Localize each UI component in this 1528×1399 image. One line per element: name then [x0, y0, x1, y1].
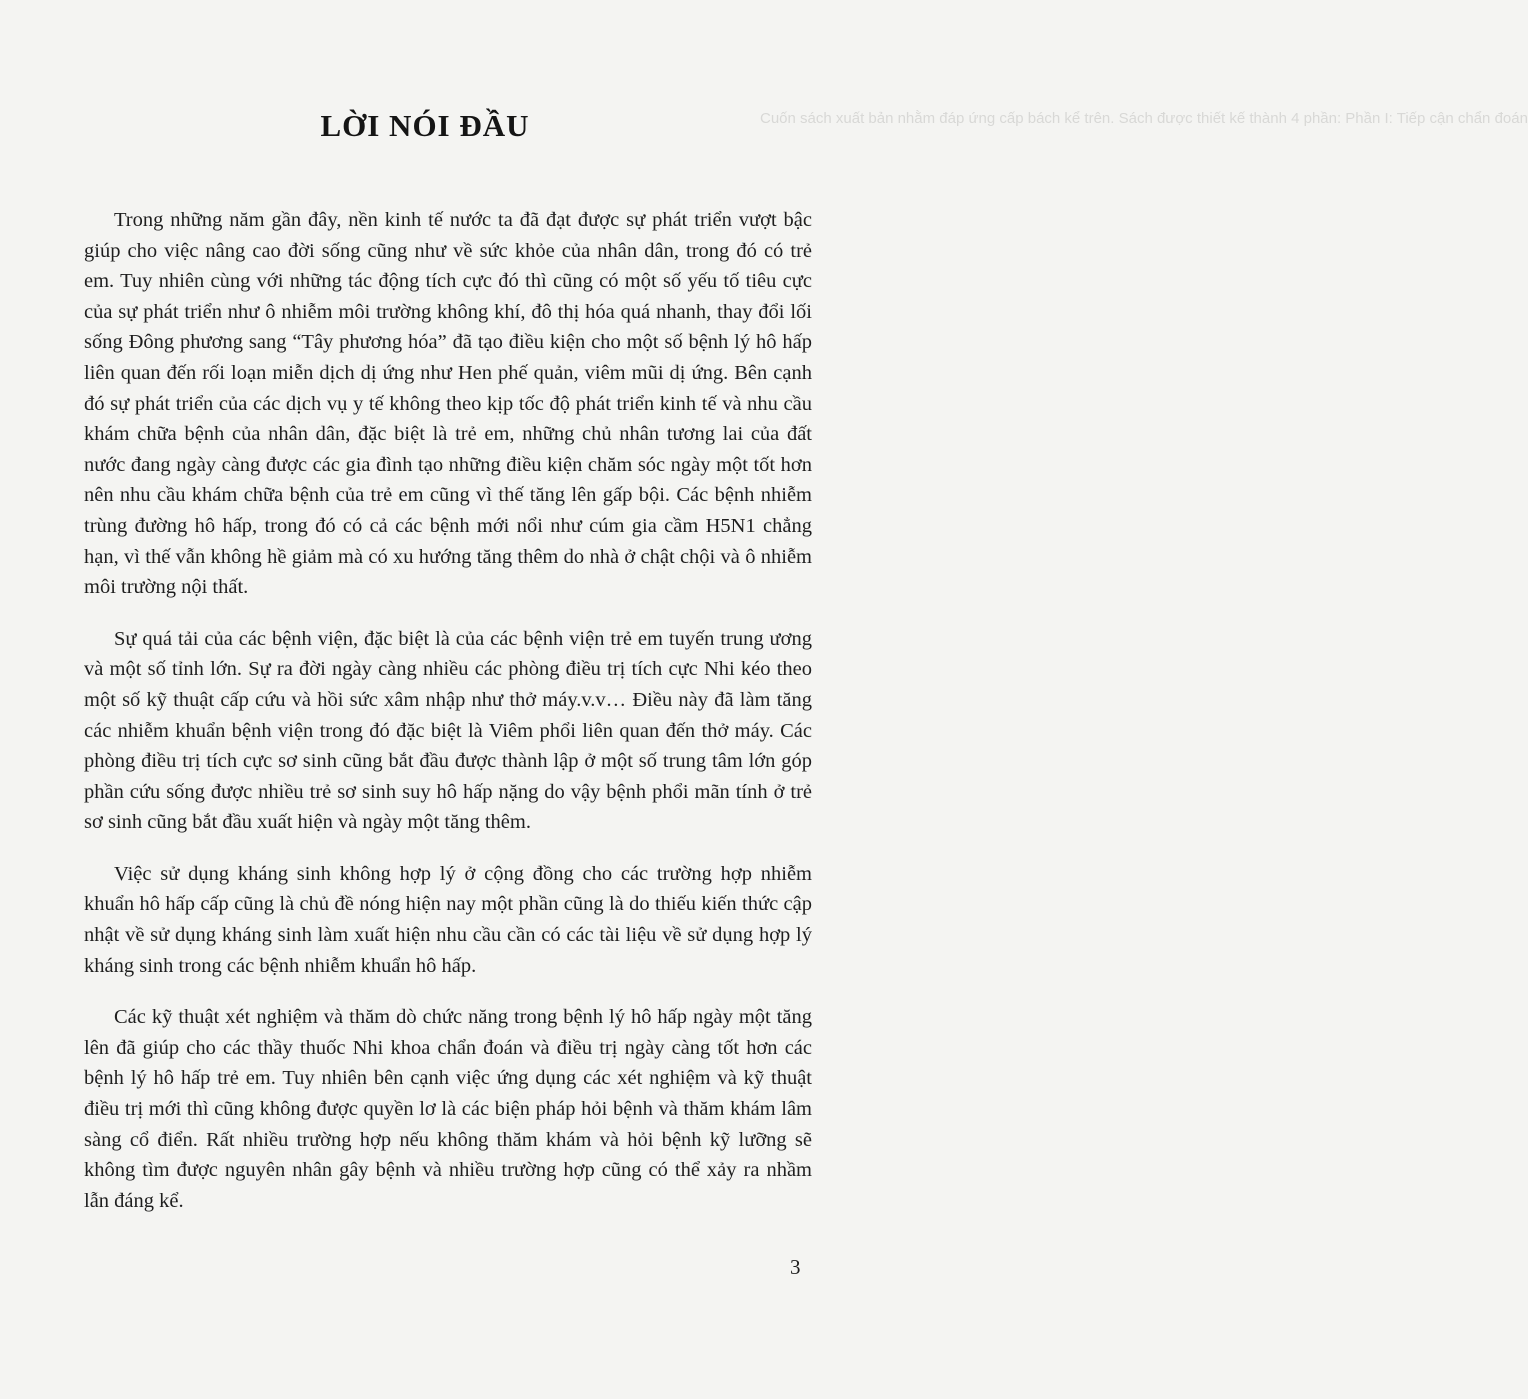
page-number: 3	[790, 1255, 801, 1279]
show-through-text: Cuốn sách xuất bản nhằm đáp ứng cấp bách kể trên. Sách được thiết kế thành 4 phần: Phần I: Tiếp cận chẩn đoán	[760, 110, 1528, 127]
paragraph-4: Các kỹ thuật xét nghiệm và thăm dò chức năng trong bệnh lý hô hấp ngày một tăng lên đã giúp cho các thầy thuốc Nhi khoa chẩn đoán và điều trị ngày càng tốt hơn các bệnh lý hô hấp trẻ em. Tuy nhiên bên cạnh việc ứng dụng các xét nghiệm và kỹ thuật điều trị mới thì cũng không được quyền lơ là các biện pháp hỏi bệnh và thăm khám lâm sàng cổ điển. Rất nhiều trường hợp nếu không thăm khám và hỏi bệnh kỹ lưỡng sẽ không tìm được nguyên nhân gây bệnh và nhiều trường hợp cũng có thể xảy ra nhầm lẫn đáng kể.	[84, 1006, 812, 1212]
page-title: LỜI NÓI ĐẦU	[320, 108, 530, 143]
body-text	[84, 205, 812, 1237]
paragraph-2: Sự quá tải của các bệnh viện, đặc biệt là của các bệnh viện trẻ em tuyến trung ương và một số tỉnh lớn. Sự ra đời ngày càng nhiều các phòng điều trị tích cực Nhi kéo theo một số kỹ thuật cấp cứu và hồi sức xâm nhập như thở máy.v.v… Điều này đã làm tăng các nhiễm khuẩn bệnh viện trong đó đặc biệt là Viêm phổi liên quan đến thở máy. Các phòng điều trị tích cực sơ sinh cũng bắt đầu được thành lập ở một số trung tâm lớn góp phần cứu sống được nhiều trẻ sơ sinh suy hô hấp nặng do vậy bệnh phổi mãn tính ở trẻ sơ sinh cũng bắt đầu xuất hiện và ngày một tăng thêm.	[84, 627, 812, 834]
paragraph-1: Trong những năm gần đây, nền kinh tế nước ta đã đạt được sự phát triển vượt bậc giúp cho việc nâng cao đời sống cũng như về sức khỏe của nhân dân, trong đó có trẻ em. Tuy nhiên cùng với những tác động tích cực đó thì cũng có một số yếu tố tiêu cực của sự phát triển như ô nhiễm môi trường không khí, đô thị hóa quá nhanh, thay đổi lối sống Đông phương sang “Tây phương hóa” đã tạo điều kiện cho một số bệnh lý hô hấp liên quan đến rối loạn miễn dịch dị ứng như Hen phế quản, viêm mũi dị ứng. Bên cạnh đó sự phát triển của các dịch vụ y tế không theo kịp tốc độ phát triển kinh tế và nhu cầu khám chữa bệnh của nhân dân, đặc biệt là trẻ em, những chủ nhân tương lai của đất nước đang ngày càng được các gia đình tạo những điều kiện chăm sóc ngày một tốt hơn nên nhu cầu khám chữa bệnh của trẻ em cũng vì thế tăng lên gấp bội. Các bệnh nhiễm trùng đường hô hấp, trong đó có cả các bệnh mới nổi như cúm gia cầm H5N1 chẳng hạn, vì thế vẫn không hề giảm mà có xu hướng tăng thêm do nhà ở chật chội và ô nhiễm môi trường nội thất.	[84, 209, 812, 599]
paragraph-3: Việc sử dụng kháng sinh không hợp lý ở cộng đồng cho các trường hợp nhiễm khuẩn hô hấp cấp cũng là chủ đề nóng hiện nay một phần cũng là do thiếu kiến thức cập nhật về sử dụng kháng sinh làm xuất hiện nhu cầu cần có các tài liệu về sử dụng hợp lý kháng sinh trong các bệnh nhiễm khuẩn hô hấp.	[84, 862, 812, 977]
